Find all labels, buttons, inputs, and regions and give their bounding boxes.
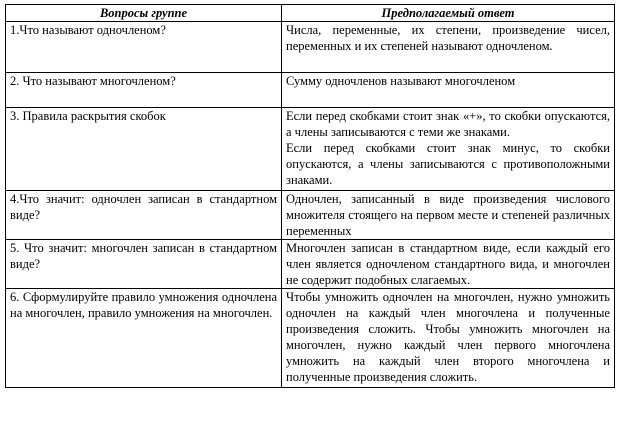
question-cell: 4.Что значит: одночлен записан в стандартном виде? bbox=[6, 191, 282, 240]
answer-text: Сумму одночленов называют многочленом bbox=[286, 74, 516, 88]
answer-cell bbox=[282, 191, 615, 240]
table-row bbox=[6, 73, 615, 108]
table-row bbox=[6, 108, 615, 191]
question-cell: 5. Что значит: многочлен записан в стандартном виде? bbox=[6, 240, 282, 289]
question-cell: 2. Что называют многочленом? bbox=[6, 73, 282, 108]
answer-cell bbox=[282, 73, 615, 108]
header-row bbox=[6, 5, 615, 22]
header-answers: Предполагаемый ответ bbox=[282, 5, 615, 22]
answer-cell bbox=[282, 289, 615, 388]
answer-text: Многочлен записан в стандартном виде, если каждый его член является одночленом стандартного вида, и многочлен не содержит подобных слагаемых. bbox=[286, 241, 610, 287]
questions-table bbox=[5, 4, 615, 388]
table-row bbox=[6, 22, 615, 73]
answer-text: Числа, переменные, их степени, произведение чисел, переменных и их степеней называют одночленом. bbox=[286, 23, 610, 53]
table-row bbox=[6, 191, 615, 240]
answer-cell bbox=[282, 240, 615, 289]
answer-text: Одночлен, записанный в виде произведения числового множителя стоящего на первом месте и степеней различных переменных bbox=[286, 192, 610, 238]
header-questions: Вопросы группе bbox=[6, 5, 282, 22]
table-row bbox=[6, 289, 615, 388]
answer-text: Чтобы умножить одночлен на многочлен, нужно умножить одночлен на каждый член многочлена и полученные произведения сложить. Чтобы умножить многочлен на многочлен, нужно каждый член первого многочлена умножить на каждый член второго многочлена и полученные произведения сложить. bbox=[286, 290, 610, 384]
table-row bbox=[6, 240, 615, 289]
answer-text: Если перед скобками стоит знак «+», то скобки опускаются, а члены записываются с теми же знаками. bbox=[286, 109, 610, 139]
question-cell: 3. Правила раскрытия скобок bbox=[6, 108, 282, 191]
question-cell: 6. Сформулируйте правило умножения одночлена на многочлен, правило умножения на многочлен. bbox=[6, 289, 282, 388]
answer-cell bbox=[282, 108, 615, 191]
question-cell: 1.Что называют одночленом? bbox=[6, 22, 282, 73]
answer-text: Если перед скобками стоит знак минус, то скобки опускаются, а члены записываются с противоположными знаками. bbox=[286, 141, 610, 187]
answer-cell bbox=[282, 22, 615, 73]
